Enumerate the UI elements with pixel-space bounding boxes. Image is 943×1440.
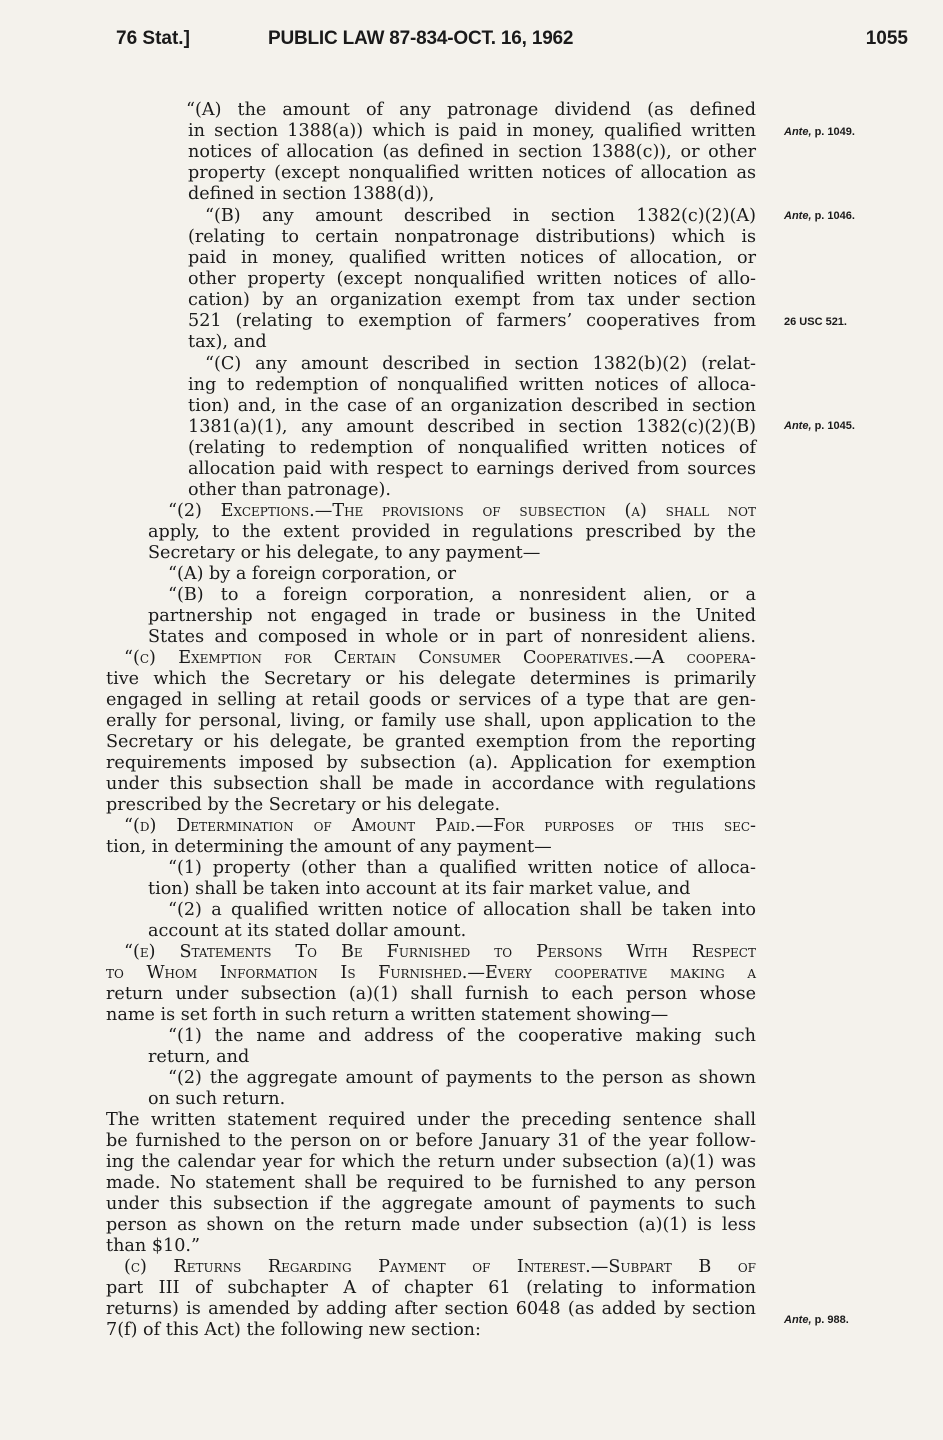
margin-note: 26 USC 521. [784,316,847,328]
text-line: States and composed in whole or in part of nonresident aliens. [148,627,756,647]
text-line: 7(f) of this Act) the following new section: [106,1320,481,1340]
text-line: 521 (relating to exemption of farmers’ cooperatives from [188,311,756,331]
text-line: defined in section 1388(d)), [188,184,435,204]
text-line: “(2) a qualified written notice of allocation shall be taken into [168,900,756,920]
text-line: tion, in determining the amount of any payment— [106,837,552,857]
section-heading-line: “(d) Determination of Amount Paid.—For purposes of this sec- [124,816,756,836]
text-line: paid in money, qualified written notices of allocation, or [188,248,756,268]
text-line: name is set forth in such return a written statement showing— [106,1005,669,1025]
text-line: tion) and, in the case of an organization described in section [188,396,756,416]
text-line: ing to redemption of nonqualified written notices of alloca- [188,375,756,395]
text-line: erally for personal, living, or family use shall, upon application to the [106,711,756,731]
text-line: cation) by an organization exempt from tax under section [188,290,756,310]
text-line: part III of subchapter A of chapter 61 (relating to information [106,1278,756,1298]
section-heading-line: “(2) Exceptions.—The provisions of subsection (a) shall not [168,501,756,521]
text-line: return, and [148,1047,250,1067]
text-line: Secretary or his delegate, be granted exemption from the reporting [106,732,756,752]
text-line: “(A) the amount of any patronage dividend (as defined [186,100,756,120]
text-line: under this subsection shall be made in accordance with regulations [106,774,756,794]
section-heading-line: (c) Returns Regarding Payment of Interest.—Subpart B of [124,1257,756,1277]
statute-reference: 76 Stat.] [116,28,190,49]
text-line: “(A) by a foreign corporation, or [168,564,457,584]
text-line: than $10.” [106,1236,200,1256]
text-line: allocation paid with respect to earnings derived from sources [188,459,756,479]
text-line: tive which the Secretary or his delegate determines is primarily [106,669,756,689]
text-line: “(B) to a foreign corporation, a nonresident alien, or a [168,585,756,605]
text-line: (relating to redemption of nonqualified written notices of [188,438,756,458]
section-heading-line: “(c) Exemption for Certain Consumer Cooperatives.—A coopera- [124,648,756,668]
text-line: tion) shall be taken into account at its fair market value, and [148,879,691,899]
page-title: PUBLIC LAW 87-834-OCT. 16, 1962 [268,28,574,49]
text-line: prescribed by the Secretary or his delegate. [106,795,501,815]
text-line: apply, to the extent provided in regulations prescribed by the [148,522,756,542]
text-line: “(2) the aggregate amount of payments to the person as shown [168,1068,756,1088]
text-line: tax), and [188,332,267,352]
margin-note: Ante, p. 1046. [784,210,855,222]
text-line: other than patronage). [188,480,391,500]
text-line: 1381(a)(1), any amount described in section 1382(c)(2)(B) [188,417,756,437]
margin-note: Ante, p. 1049. [784,126,855,138]
text-line: person as shown on the return made under subsection (a)(1) is less [106,1215,756,1235]
text-line: “(1) the name and address of the cooperative making such [168,1026,756,1046]
section-heading-line: to Whom Information Is Furnished.—Every cooperative making a [106,963,756,983]
margin-note: Ante, p. 988. [784,1314,849,1326]
margin-note: Ante, p. 1045. [784,420,855,432]
text-line: under this subsection if the aggregate amount of payments to such [106,1194,756,1214]
text-line: Secretary or his delegate, to any payment— [148,543,541,563]
text-line: engaged in selling at retail goods or services of a type that are gen- [106,690,756,710]
text-line: return under subsection (a)(1) shall furnish to each person whose [106,984,756,1004]
text-line: The written statement required under the preceding sentence shall [106,1110,756,1130]
text-line: account at its stated dollar amount. [148,921,467,941]
text-line: on such return. [148,1089,286,1109]
text-line: returns) is amended by adding after section 6048 (as added by section [106,1299,756,1319]
text-line: property (except nonqualified written notices of allocation as [188,163,756,183]
text-line: requirements imposed by subsection (a). Application for exemption [106,753,756,773]
text-line: “(C) any amount described in section 1382(b)(2) (relat- [205,354,756,374]
text-line: be furnished to the person on or before January 31 of the year follow- [106,1131,756,1151]
text-line: “(B) any amount described in section 1382(c)(2)(A) [205,206,756,226]
text-line: in section 1388(a)) which is paid in money, qualified written [188,121,756,141]
text-line: ing the calendar year for which the return under subsection (a)(1) was [106,1152,756,1172]
text-line: partnership not engaged in trade or business in the United [148,606,756,626]
page-number: 1055 [865,28,908,49]
text-line: (relating to certain nonpatronage distributions) which is [188,227,756,247]
text-line: “(1) property (other than a qualified written notice of alloca- [168,858,756,878]
page-header [108,28,908,58]
section-heading-line: “(e) Statements To Be Furnished to Persons With Respect [124,942,756,962]
text-line: other property (except nonqualified written notices of allo- [188,269,756,289]
text-line: made. No statement shall be required to be furnished to any person [106,1173,756,1193]
text-line: notices of allocation (as defined in section 1388(c)), or other [188,142,756,162]
